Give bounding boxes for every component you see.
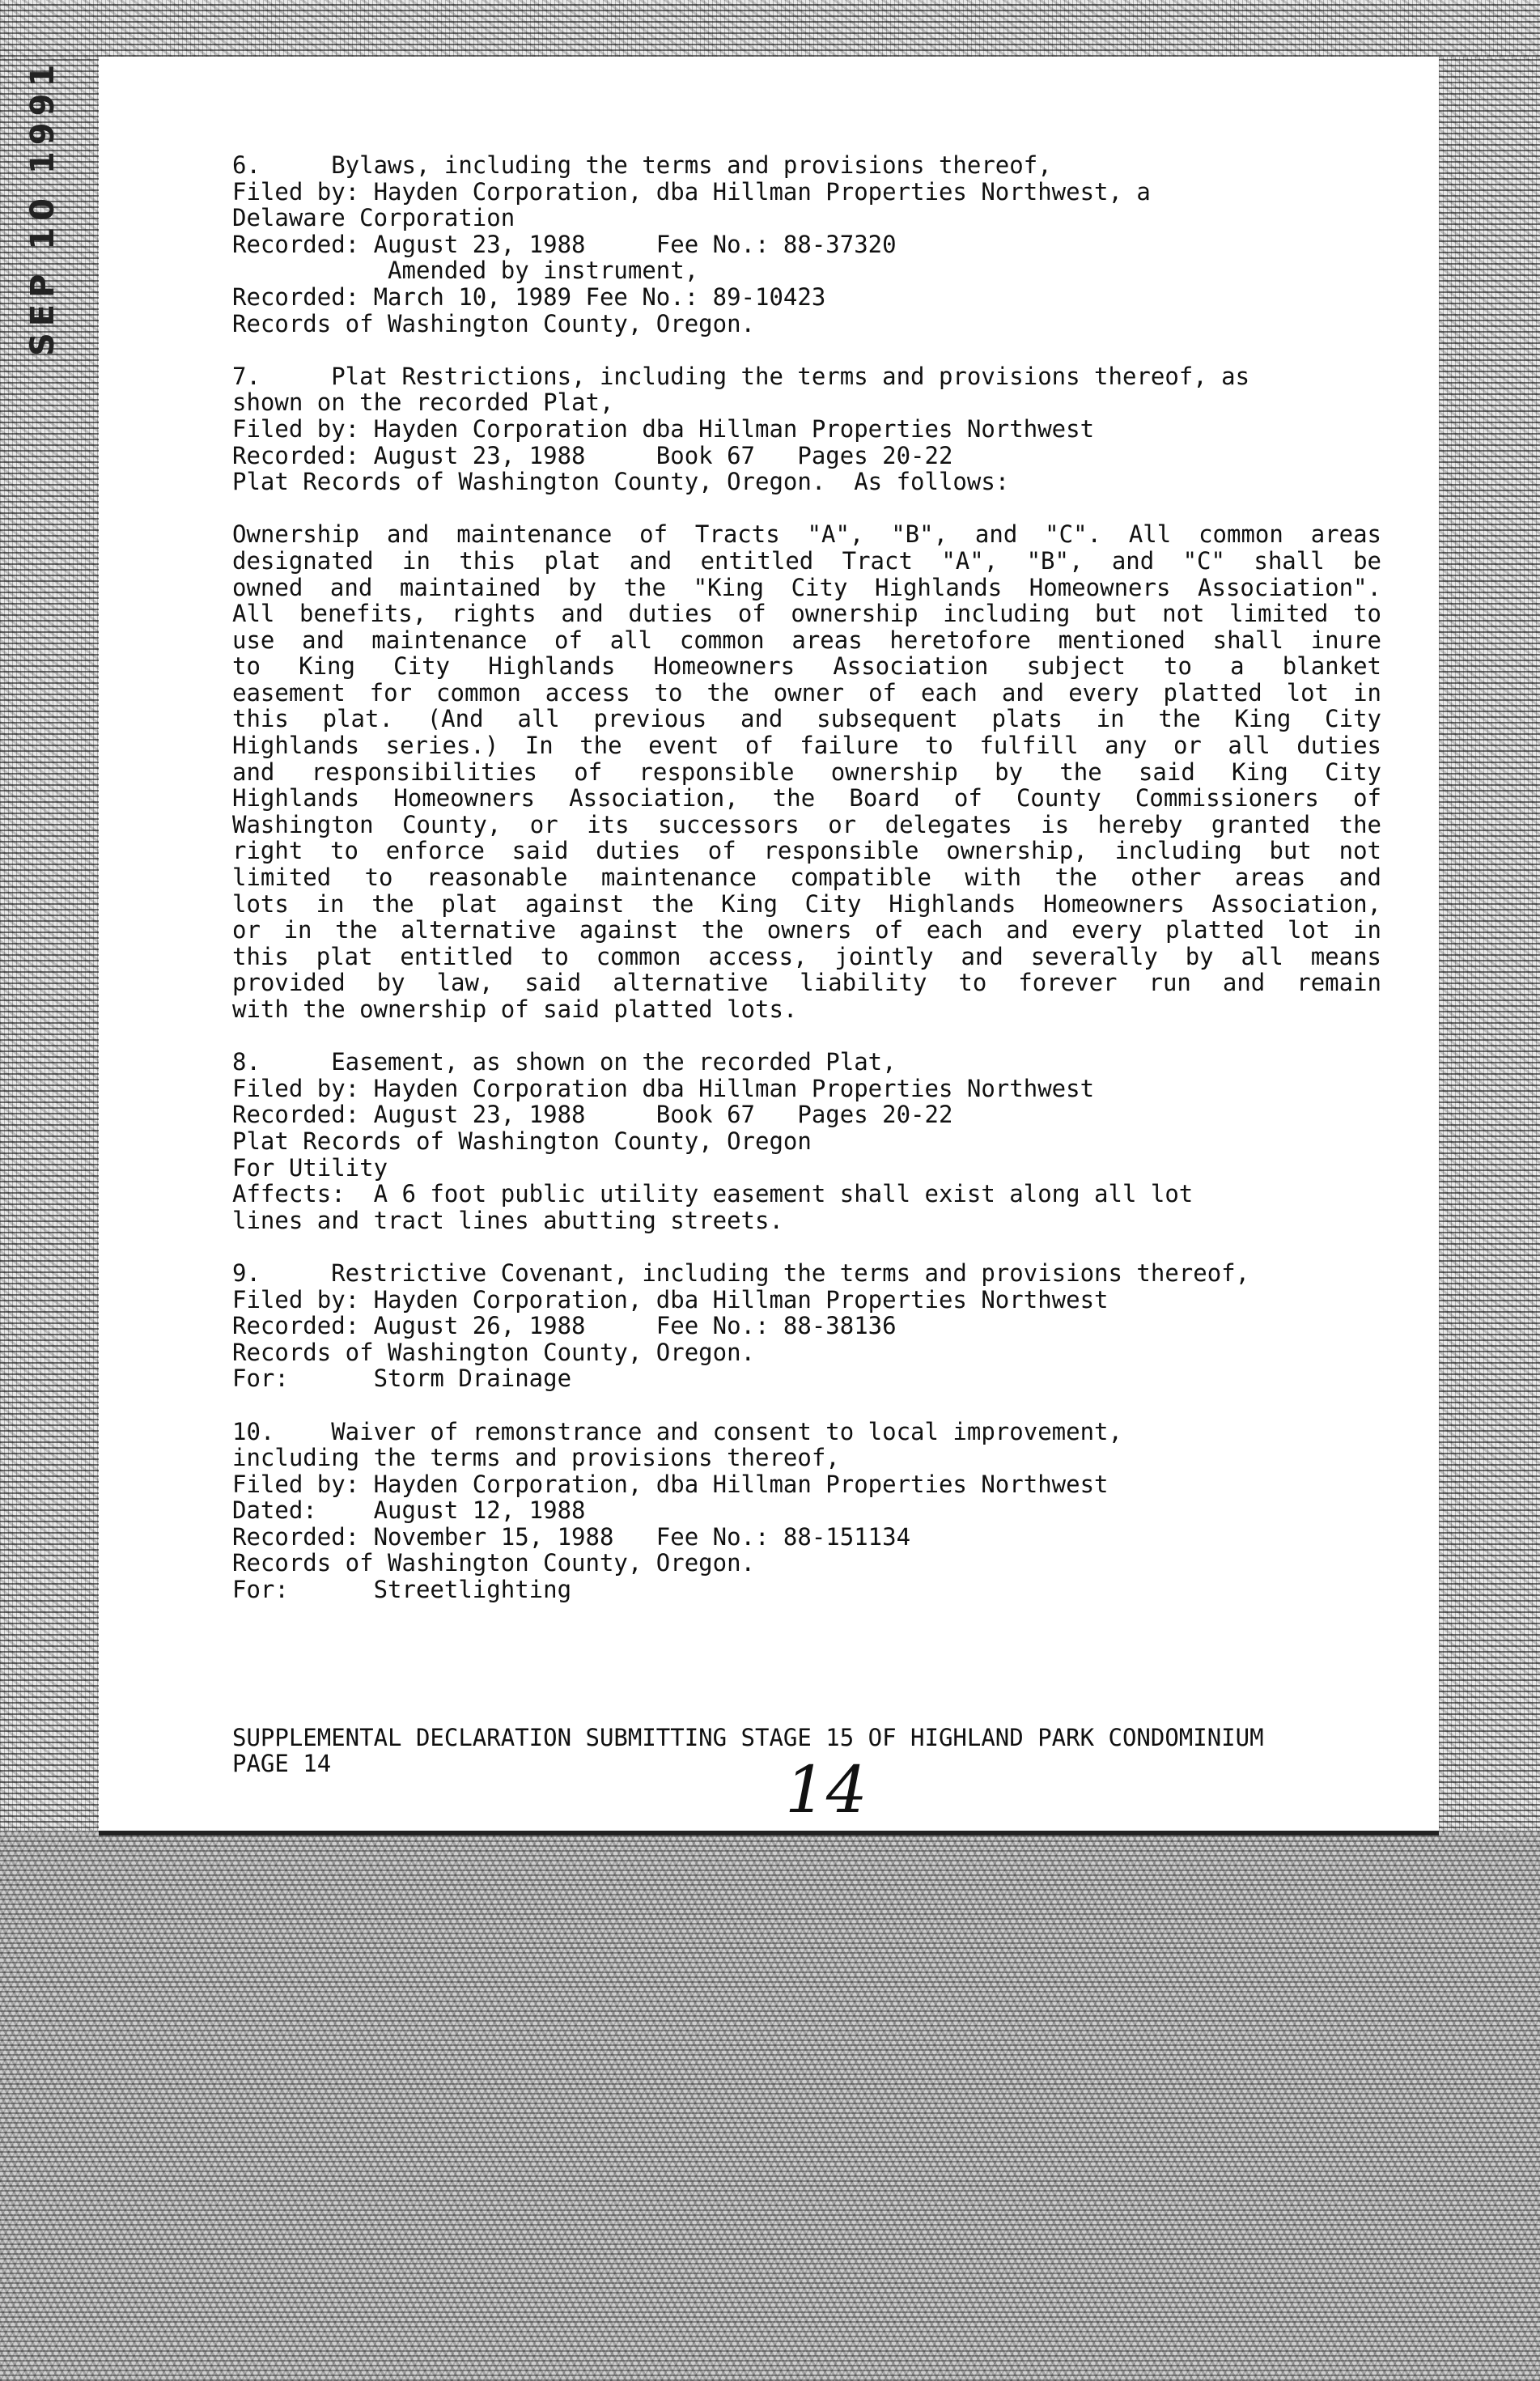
paragraph-line: or in the alternative against the owners of each and every platted lot in bbox=[232, 916, 1381, 944]
paragraph-line: Highlands series.) In the event of failure to fulfill any or all duties bbox=[232, 732, 1381, 760]
plat-restrictions-paragraph bbox=[232, 521, 1381, 1022]
paragraph-line: this plat entitled to common access, jointly and severally by all means bbox=[232, 942, 1381, 970]
item-spacer bbox=[232, 1233, 1381, 1260]
item-line: For: Storm Drainage bbox=[232, 1365, 572, 1393]
footer-spacer bbox=[232, 1603, 1381, 1725]
handwritten-page-number: 14 bbox=[785, 1752, 868, 1827]
item-line: shown on the recorded Plat, bbox=[232, 388, 614, 417]
item-line: 7. Plat Restrictions, including the terms and provisions thereof, as bbox=[232, 362, 1250, 390]
scan-noise-top bbox=[0, 0, 1540, 57]
paragraph-line: right to enforce said duties of responsible ownership, including but not bbox=[232, 837, 1381, 865]
paragraph-line: to King City Highlands Homeowners Association subject to a blanket bbox=[232, 652, 1381, 681]
item-line: Filed by: Hayden Corporation dba Hillman Properties Northwest bbox=[232, 414, 1095, 443]
paragraph-line: use and maintenance of all common areas heretofore mentioned shall inure bbox=[232, 626, 1381, 654]
item-line: Plat Records of Washington County, Oregon bbox=[232, 1127, 812, 1155]
item-spacer bbox=[232, 1392, 1381, 1419]
item-line: Filed by: Hayden Corporation, dba Hillman Properties Northwest, a bbox=[232, 177, 1151, 206]
item-line: For: Streetlighting bbox=[232, 1576, 572, 1604]
paragraph-line: Highlands Homeowners Association, the Board of County Commissioners of bbox=[232, 784, 1381, 813]
item-line: including the terms and provisions thereof, bbox=[232, 1444, 840, 1472]
item-line: lines and tract lines abutting streets. bbox=[232, 1206, 783, 1234]
exception-item bbox=[232, 152, 1381, 337]
paragraph-line: provided by law, said alternative liability to forever run and remain bbox=[232, 969, 1381, 997]
item-line: 9. Restrictive Covenant, including the terms and provisions thereof, bbox=[232, 1258, 1250, 1287]
item-line: Filed by: Hayden Corporation, dba Hillman Properties Northwest bbox=[232, 1285, 1109, 1314]
item-line: Plat Records of Washington County, Oregon. As follows: bbox=[232, 468, 1010, 496]
item-line: Delaware Corporation bbox=[232, 204, 515, 232]
item-line: Affects: A 6 foot public utility easement shall exist along all lot bbox=[232, 1180, 1194, 1208]
recording-date-stamp: SEP 10 1991 bbox=[24, 57, 62, 356]
paragraph-line: designated in this plat and entitled Tract "A", "B", and "C" shall be bbox=[232, 546, 1381, 575]
paragraph-line: lots in the plat against the King City Highlands Homeowners Association, bbox=[232, 889, 1381, 918]
item-spacer bbox=[232, 1023, 1381, 1050]
exception-item bbox=[232, 363, 1381, 495]
scan-noise-right bbox=[1439, 57, 1540, 1845]
item-line: Recorded: August 23, 1988 Book 67 Pages 20-22 bbox=[232, 1101, 953, 1129]
item-line: Recorded: August 26, 1988 Fee No.: 88-38136 bbox=[232, 1312, 897, 1340]
item-line: 8. Easement, as shown on the recorded Plat, bbox=[232, 1048, 897, 1076]
footer-page-label: PAGE 14 bbox=[232, 1750, 332, 1778]
item-line: Records of Washington County, Oregon. bbox=[232, 1338, 756, 1366]
exception-item bbox=[232, 1260, 1381, 1392]
item-spacer bbox=[232, 337, 1381, 363]
item-line: Dated: August 12, 1988 bbox=[232, 1496, 586, 1525]
item-line: Recorded: August 23, 1988 Fee No.: 88-37320 bbox=[232, 230, 897, 258]
footer-title: SUPPLEMENTAL DECLARATION SUBMITTING STAGE 15 OF HIGHLAND PARK CONDOMINIUM bbox=[232, 1723, 1264, 1751]
item-line: Amended by instrument, bbox=[232, 257, 699, 285]
item-line: For Utility bbox=[232, 1153, 388, 1182]
item-line: Recorded: August 23, 1988 Book 67 Pages 20-22 bbox=[232, 441, 953, 469]
paragraph-line: owned and maintained by the "King City Highlands Homeowners Association". bbox=[232, 573, 1381, 601]
item-line: Recorded: November 15, 1988 Fee No.: 88-151134 bbox=[232, 1522, 911, 1551]
item-spacer bbox=[232, 495, 1381, 522]
scan-noise-bottom bbox=[0, 1831, 1540, 2381]
paragraph-line: limited to reasonable maintenance compatible with the other areas and bbox=[232, 864, 1381, 892]
paragraph-line: with the ownership of said platted lots. bbox=[232, 995, 798, 1023]
document-body bbox=[232, 152, 1381, 1777]
paragraph-line: easement for common access to the owner of each and every platted lot in bbox=[232, 678, 1381, 707]
exception-item bbox=[232, 1419, 1381, 1603]
item-line: Recorded: March 10, 1989 Fee No.: 89-10423 bbox=[232, 282, 826, 311]
item-line: Filed by: Hayden Corporation, dba Hillman Properties Northwest bbox=[232, 1470, 1109, 1498]
paragraph-line: this plat. (And all previous and subsequent plats in the King City bbox=[232, 705, 1381, 733]
item-line: Filed by: Hayden Corporation dba Hillman Properties Northwest bbox=[232, 1074, 1095, 1102]
paragraph-line: Washington County, or its successors or delegates is hereby granted the bbox=[232, 810, 1381, 838]
item-line: 6. Bylaws, including the terms and provisions thereof, bbox=[232, 151, 1052, 179]
item-line: Records of Washington County, Oregon. bbox=[232, 309, 756, 337]
paragraph-line: Ownership and maintenance of Tracts "A", "B", and "C". All common areas bbox=[232, 520, 1381, 549]
item-line: 10. Waiver of remonstrance and consent to local improvement, bbox=[232, 1417, 1122, 1445]
item-line: Records of Washington County, Oregon. bbox=[232, 1549, 756, 1577]
paragraph-line: All benefits, rights and duties of ownership including but not limited to bbox=[232, 600, 1381, 628]
paragraph-line: and responsibilities of responsible ownership by the said King City bbox=[232, 758, 1381, 786]
exception-item bbox=[232, 1049, 1381, 1233]
